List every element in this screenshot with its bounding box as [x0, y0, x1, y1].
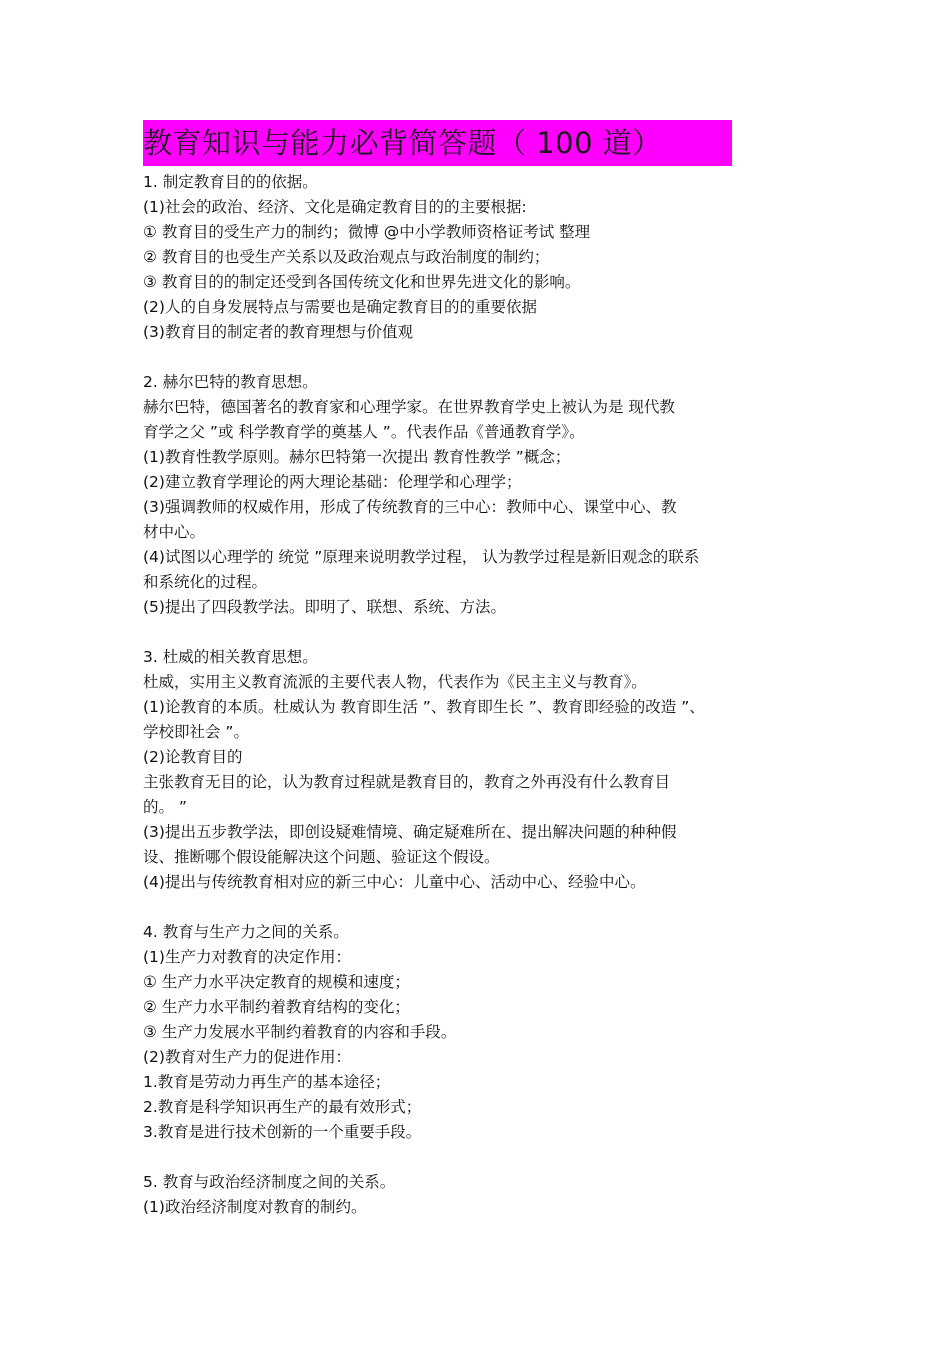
text-line: (5)提出了四段教学法。即明了、联想、系统、方法。 — [143, 598, 506, 616]
text-line: 赫尔巴特，德国著名的教育家和心理学家。在世界教育学史上被认为是 现代教 — [143, 398, 675, 416]
text-line: ③ 教育目的的制定还受到各国传统文化和世界先进文化的影响。 — [143, 273, 581, 291]
text-line: ① 生产力水平决定教育的规模和速度； — [143, 973, 410, 991]
text-line: (2)人的自身发展特点与需要也是确定教育目的的重要依据 — [143, 298, 537, 316]
text-line: 杜威，实用主义教育流派的主要代表人物，代表作为《民主主义与教育》。 — [143, 673, 647, 691]
text-line: 1. 制定教育目的的依据。 — [143, 173, 318, 191]
text-line: 和系统化的过程。 — [143, 573, 268, 591]
text-line: 2. 赫尔巴特的教育思想。 — [143, 373, 318, 391]
document-title-text: 教育知识与能力必背简答题（ 100 道） — [143, 126, 662, 160]
text-line: (1)政治经济制度对教育的制约。 — [143, 1198, 367, 1216]
text-line: 学校即社会 ”。 — [143, 723, 249, 741]
text-line: 3.教育是进行技术创新的一个重要手段。 — [143, 1123, 422, 1141]
text-line: (4)试图以心理学的 统觉 ”原理来说明教学过程， 认为教学过程是新旧观念的联系 — [143, 548, 700, 566]
blank-line — [143, 1145, 813, 1170]
text-line: (1)社会的政治、经济、文化是确定教育目的的主要根据: — [143, 198, 527, 216]
text-line: 的。 ” — [143, 798, 187, 816]
text-line: (1)生产力对教育的决定作用： — [143, 948, 351, 966]
text-line: 4. 教育与生产力之间的关系。 — [143, 923, 349, 941]
text-line: ② 教育目的也受生产关系以及政治观点与政治制度的制约； — [143, 248, 550, 266]
document-body — [143, 170, 813, 1220]
text-line: 3. 杜威的相关教育思想。 — [143, 648, 318, 666]
text-line: (2)论教育目的 — [143, 748, 243, 766]
text-line: (1)教育性教学原则。赫尔巴特第一次提出 教育性教学 ”概念； — [143, 448, 571, 466]
text-line: ② 生产力水平制约着教育结构的变化； — [143, 998, 410, 1016]
blank-line — [143, 895, 813, 920]
text-line: (3)强调教师的权威作用，形成了传统教育的三中心：教师中心、课堂中心、教 — [143, 498, 677, 516]
text-line: 材中心。 — [143, 523, 206, 541]
text-line: (2)教育对生产力的促进作用： — [143, 1048, 351, 1066]
text-line: (3)教育目的制定者的教育理想与价值观 — [143, 323, 413, 341]
text-line: ① 教育目的受生产力的制约；微博 @中小学教师资格证考试 整理 — [143, 223, 591, 241]
text-line: 主张教育无目的论，认为教育过程就是教育目的，教育之外再没有什么教育目 — [143, 773, 671, 791]
document-title — [143, 120, 732, 166]
blank-line — [143, 345, 813, 370]
text-line: (4)提出与传统教育相对应的新三中心：儿童中心、活动中心、经验中心。 — [143, 873, 646, 891]
text-line: 设、推断哪个假设能解决这个问题、验证这个假设。 — [143, 848, 500, 866]
text-line: 5. 教育与政治经济制度之间的关系。 — [143, 1173, 396, 1191]
text-line: (2)建立教育学理论的两大理论基础：伦理学和心理学； — [143, 473, 522, 491]
text-line: 2.教育是科学知识再生产的最有效形式； — [143, 1098, 422, 1116]
text-line: (3)提出五步教学法，即创设疑难情境、确定疑难所在、提出解决问题的种种假 — [143, 823, 677, 841]
blank-line — [143, 620, 813, 645]
text-line: 1.教育是劳动力再生产的基本途径； — [143, 1073, 391, 1091]
text-line: 育学之父 ”或 科学教育学的奠基人 ”。代表作品《普通教育学》。 — [143, 423, 585, 441]
text-line: (1)论教育的本质。杜威认为 教育即生活 ”、教育即生长 ”、教育即经验的改造 ”、 — [143, 698, 705, 716]
text-line: ③ 生产力发展水平制约着教育的内容和手段。 — [143, 1023, 457, 1041]
